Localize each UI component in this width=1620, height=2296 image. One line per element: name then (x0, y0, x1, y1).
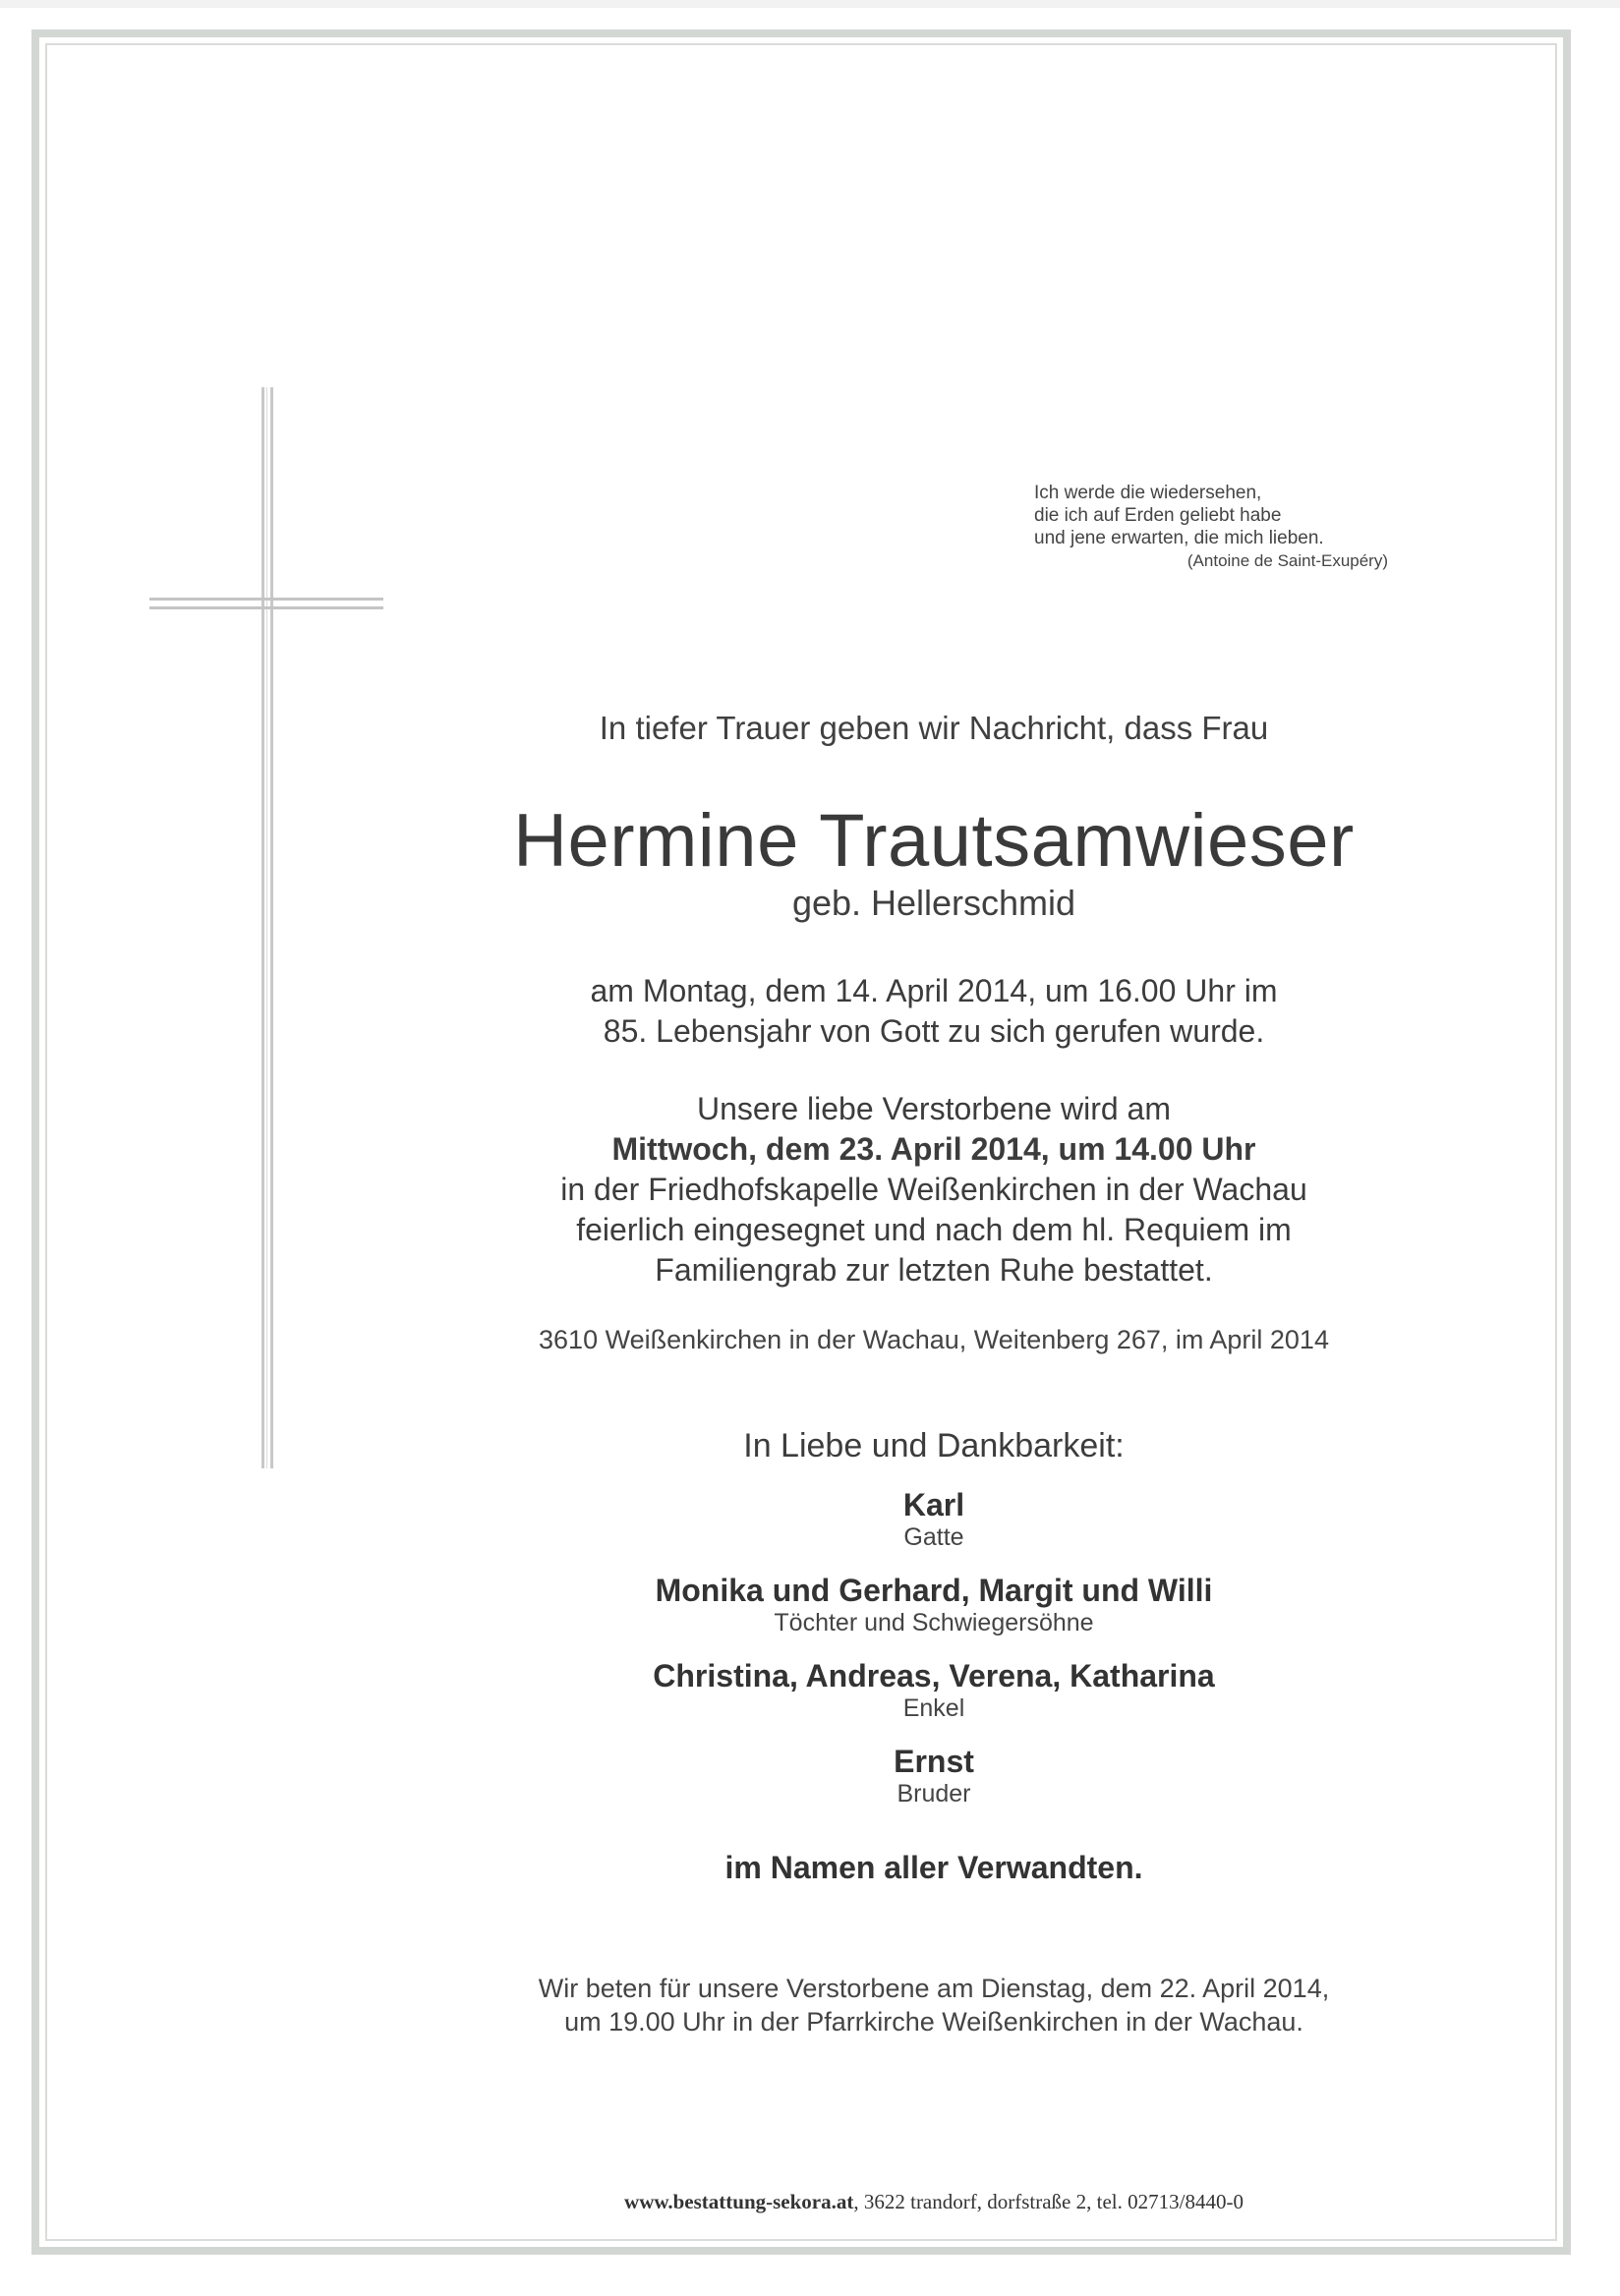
thanks-heading: In Liebe und Dankbarkeit: (743, 1427, 1125, 1464)
address-line: 3610 Weißenkirchen in der Wachau, Weitenberg 267, im April 2014 (539, 1325, 1329, 1354)
family-member-name: Ernst (894, 1744, 974, 1779)
funeral-line: Familiengrab zur letzten Ruhe bestattet. (655, 1252, 1213, 1288)
quote-line: Ich werde die wiedersehen, (1034, 483, 1262, 503)
death-line: 85. Lebensjahr von Gott zu sich gerufen wurde. (603, 1013, 1265, 1049)
family-entry (295, 1743, 1573, 1808)
footer-website-link[interactable]: www.bestattung-sekora.at (624, 2190, 854, 2213)
quote-attribution: (Antoine de Saint-Exupéry) (1186, 551, 1388, 570)
family-list (295, 1486, 1573, 1828)
cross-horizontal-bar-icon (149, 598, 383, 609)
funeral-line: Unsere liebe Verstorbene wird am (696, 1091, 1171, 1126)
death-line: am Montag, dem 14. April 2014, um 16.00 Uhr im (590, 973, 1278, 1008)
family-entry (295, 1657, 1573, 1723)
prayer-line: um 19.00 Uhr in der Pfarrkirche Weißenkirchen in der Wachau. (564, 2007, 1303, 2037)
cross-vertical-bar-icon (261, 387, 273, 1468)
quote-line: und jene erwarten, die mich lieben. (1034, 528, 1324, 548)
family-entry (295, 1572, 1573, 1637)
funeral-line: in der Friedhofskapelle Weißenkirchen in der Wachau (560, 1172, 1307, 1207)
family-member-name: Christina, Andreas, Verena, Katharina (653, 1658, 1215, 1693)
quote-line: die ich auf Erden geliebt habe (1034, 505, 1282, 526)
family-member-name: Karl (902, 1487, 965, 1522)
family-member-name: Monika und Gerhard, Margit und Willi (655, 1573, 1213, 1608)
family-member-relation: Enkel (902, 1694, 965, 1722)
memorial-quote (1034, 482, 1388, 572)
funeral-line: feierlich eingesegnet und nach dem hl. Requiem im (576, 1212, 1292, 1247)
funeral-details (295, 1089, 1573, 1291)
footer-contact-details: , 3622 trandorf, dorfstraße 2, tel. 02713/8440-0 (853, 2190, 1244, 2213)
funeral-date: Mittwoch, dem 23. April 2014, um 14.00 Uhr (611, 1131, 1256, 1167)
deceased-name: Hermine Trautsamwieser (513, 799, 1355, 883)
family-member-relation: Töchter und Schwiegersöhne (774, 1609, 1094, 1636)
prayer-line: Wir beten für unsere Verstorbene am Dienstag, dem 22. April 2014, (538, 1974, 1330, 2003)
family-entry (295, 1486, 1573, 1552)
intro-text: In tiefer Trauer geben wir Nachricht, dass Frau (599, 710, 1269, 746)
family-member-relation: Gatte (903, 1523, 964, 1551)
closing-line: im Namen aller Verwandten. (724, 1850, 1143, 1885)
footer (295, 2190, 1573, 2214)
page-top-edge (0, 0, 1620, 8)
prayer-notice (295, 1972, 1573, 2038)
family-member-relation: Bruder (897, 1780, 971, 1808)
death-announcement (295, 971, 1573, 1052)
maiden-name: geb. Hellerschmid (791, 883, 1076, 923)
